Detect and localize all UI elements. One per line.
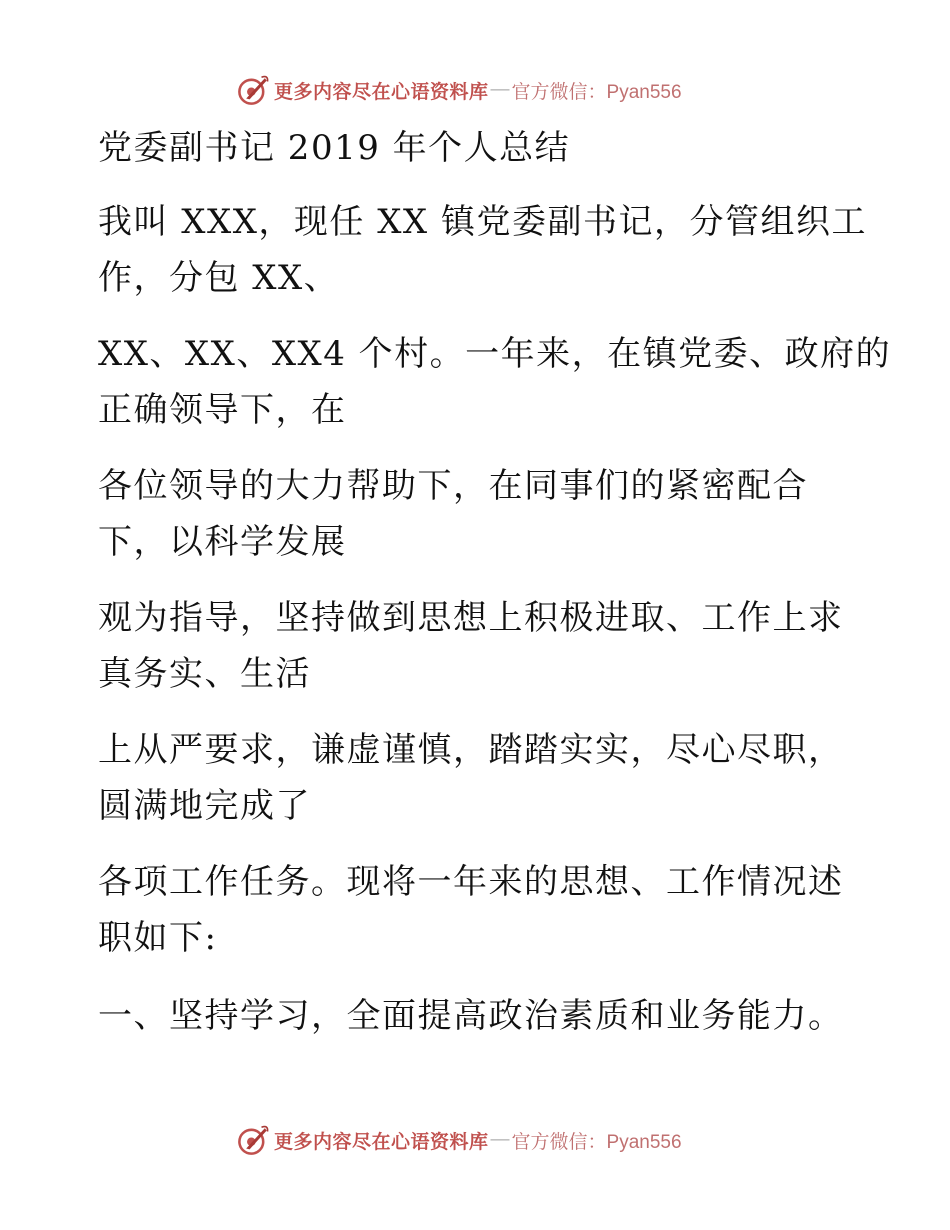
watermark-separator: — xyxy=(490,1129,510,1150)
header-watermark xyxy=(236,72,682,108)
text-line: 各项工作任务。现将一年来的思想、工作情况述 xyxy=(98,862,844,902)
text-line: 各位领导的大力帮助下，在同事们的紧密配合 xyxy=(98,466,808,506)
footer-watermark xyxy=(236,1122,682,1158)
document-title: 党委副书记 2019 年个人总结 xyxy=(98,128,571,168)
section-heading: 一、坚持学习，全面提高政治素质和业务能力。 xyxy=(98,996,844,1036)
text-line: XX、XX、XX4 个村。一年来，在镇党委、政府的 xyxy=(98,334,892,374)
quill-logo-icon xyxy=(236,1123,270,1157)
watermark-contact: 官方微信：Pyan556 xyxy=(511,81,682,103)
text-line: 下，以科学发展 xyxy=(98,522,347,562)
watermark-brand: 更多内容尽在心语资料库 xyxy=(274,1131,489,1153)
text-line: 上从严要求，谦虚谨慎，踏踏实实，尽心尽职， xyxy=(98,730,844,770)
watermark-brand: 更多内容尽在心语资料库 xyxy=(274,81,489,103)
quill-logo-icon xyxy=(236,73,270,107)
text-line: 我叫 XXX，现任 XX 镇党委副书记，分管组织工 xyxy=(98,202,867,242)
text-line: 圆满地完成了 xyxy=(98,786,311,826)
watermark-contact: 官方微信：Pyan556 xyxy=(511,1131,682,1153)
watermark-separator: — xyxy=(490,79,510,100)
text-line: 真务实、生活 xyxy=(98,654,311,694)
text-line: 作，分包 XX、 xyxy=(98,258,340,298)
text-line: 职如下: xyxy=(98,918,218,958)
text-line: 观为指导，坚持做到思想上积极进取、工作上求 xyxy=(98,598,844,638)
text-line: 正确领导下，在 xyxy=(98,390,347,430)
